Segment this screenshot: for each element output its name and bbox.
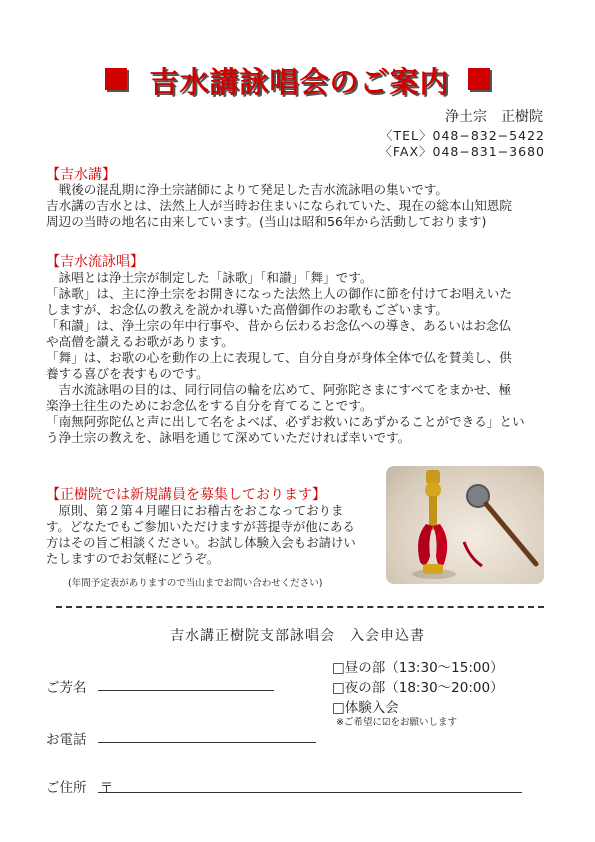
schedule-note: (年間予定表がありますので当山までお問い合わせください) <box>68 578 323 589</box>
paragraph-line: 養する喜びを表すものです。 <box>46 366 209 381</box>
paragraph-line: たしますのでお気軽にどうぞ。 <box>46 551 220 566</box>
application-form-title: 吉水講正樹院支部詠唱会 入会申込書 <box>170 628 425 644</box>
paragraph-line: しますが、お念仏の教えを説かれ導いた高僧御作のお歌もございます。 <box>46 302 448 317</box>
paragraph-line: う浄土宗の教えを、詠唱を通じて深めていただければ幸いです。 <box>46 430 411 445</box>
bell-and-mallet-icon <box>386 466 544 584</box>
name-field[interactable] <box>98 690 274 691</box>
title-text: 吉水講詠唱会のご案内 <box>149 65 450 99</box>
phone-label: お電話 <box>46 732 87 748</box>
cut-line-divider <box>56 606 544 608</box>
paragraph-line: 「詠歌」は、主に浄土宗をお開きになった法然上人の御作に節を付けてお唱えいた <box>46 286 512 301</box>
paragraph-line: す。どなたでもご参加いただけますが菩提寺が他にある <box>46 519 355 534</box>
paragraph-line: 方はその旨ご相談ください。お試し体験入会もお請けい <box>46 535 356 550</box>
red-square-icon <box>105 68 127 90</box>
option-evening-checkbox[interactable]: □夜の部（18:30〜20:00） <box>332 680 504 696</box>
section-body-yoshimizu-eisho <box>46 270 556 446</box>
section-heading-yoshimizu-ko: 【吉水講】 <box>46 167 116 183</box>
paragraph-line: 吉水流詠唱の目的は、同行同信の輪を広めて、阿弥陀さまにすべてをまかせ、極 <box>46 382 512 397</box>
section-heading-recruitment: 【正樹院では新規講員を募集しております】 <box>46 487 326 503</box>
paragraph-line: 周辺の当時の地名に由来しています。(当山は昭和56年から活動しております) <box>46 214 487 229</box>
contact-info <box>379 128 545 160</box>
address-label: ご住所 <box>46 780 87 796</box>
phone-field[interactable] <box>98 742 316 743</box>
section-body-yoshimizu-ko <box>46 182 556 230</box>
name-label: ご芳名 <box>46 680 87 696</box>
paragraph-line: 原則、第２第４月曜日にお稽古をおこなっておりま <box>46 503 344 518</box>
option-daytime-checkbox[interactable]: □昼の部（13:30〜15:00） <box>332 660 504 676</box>
paragraph-line: 「南無阿弥陀仏と声に出して名をよべば、必ずお救いにあずかることができる」とい <box>46 414 525 429</box>
paragraph-line: 吉水講の吉水とは、法然上人が当時お住まいになられていた、現在の総本山知恩院 <box>46 198 512 213</box>
address-field[interactable] <box>98 792 522 793</box>
bell-and-mallet-photo <box>386 466 544 584</box>
paragraph-line: 「和讃」は、浄土宗の年中行事や、昔から伝わるお念仏への導き、あるいはお念仏 <box>46 318 512 333</box>
paragraph-line: 詠唱とは浄土宗が制定した「詠歌」「和讃」「舞」です。 <box>46 270 373 285</box>
temple-name: 浄土宗 正樹院 <box>445 109 543 125</box>
paragraph-line: 楽浄土往生のためにお念仏をする自分を育てることです。 <box>46 398 373 413</box>
option-trial-checkbox[interactable]: □体験入会 <box>332 700 399 716</box>
tel-number: 〈TEL〉048−832−5422 <box>380 128 545 143</box>
red-square-icon <box>468 68 490 90</box>
section-heading-yoshimizu-eisho: 【吉水流詠唱】 <box>46 254 144 270</box>
page-title <box>0 60 595 101</box>
section-body-recruitment <box>46 503 386 567</box>
paragraph-line: や高僧を讃えるお歌があります。 <box>46 334 234 349</box>
fax-number: 〈FAX〉048−831−3680 <box>379 144 545 159</box>
postal-mark: 〒 <box>100 781 114 796</box>
option-instruction-note: ※ご希望に☑をお願いします <box>336 717 457 728</box>
paragraph-line: 「舞」は、お歌の心を動作の上に表現して、自分自身が身体全体で仏を賛美し、供 <box>46 350 512 365</box>
paragraph-line: 戦後の混乱期に浄土宗諸師によりて発足した吉水流詠唱の集いです。 <box>46 182 448 197</box>
